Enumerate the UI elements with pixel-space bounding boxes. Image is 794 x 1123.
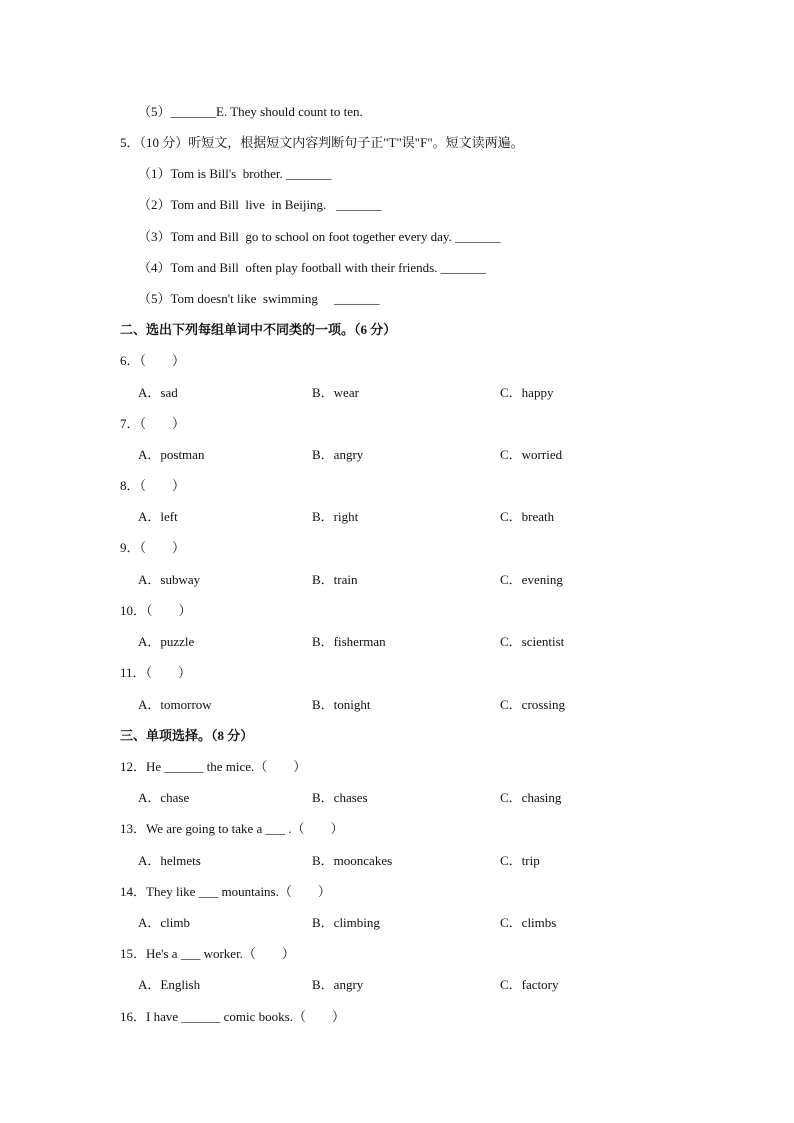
q15-option-b: B．angry <box>312 977 364 992</box>
q10-option-a: A．puzzle <box>138 634 195 649</box>
q9-option-b: B．train <box>312 572 358 587</box>
q12-stem: 12．He ______ the mice.（ ） <box>120 759 307 774</box>
q10-option-c: C．scientist <box>500 634 565 649</box>
q11-option-a: A．tomorrow <box>138 697 212 712</box>
q15-option-a: A．English <box>138 977 201 992</box>
q10-number: 10．（ ） <box>120 603 192 618</box>
q6-number: 6．（ ） <box>120 353 186 368</box>
q12-option-a: A．chase <box>138 790 190 805</box>
q8-number: 8．（ ） <box>120 478 186 493</box>
q12-option-c: C．chasing <box>500 790 562 805</box>
q7-option-a: A．postman <box>138 447 205 462</box>
q5-item-3: （3）Tom and Bill go to school on foot together every day. _______ <box>138 229 501 244</box>
q9-option-a: A．subway <box>138 572 201 587</box>
q9-option-c: C．evening <box>500 572 563 587</box>
q11-option-c: C．crossing <box>500 697 566 712</box>
q9-number: 9．（ ） <box>120 540 186 555</box>
q16-stem: 16．I have ______ comic books.（ ） <box>120 1009 345 1024</box>
q15-option-c: C．factory <box>500 977 559 992</box>
q12-option-b: B．chases <box>312 790 368 805</box>
q14-option-b: B．climbing <box>312 915 380 930</box>
q13-option-c: C．trip <box>500 853 540 868</box>
q13-option-b: B．mooncakes <box>312 853 393 868</box>
q7-number: 7．（ ） <box>120 416 186 431</box>
q5-item-5: （5）Tom doesn't like swimming _______ <box>138 291 380 306</box>
q7-option-b: B．angry <box>312 447 364 462</box>
q11-number: 11．（ ） <box>120 665 192 680</box>
q5-title: 5．（10 分）听短文，根据短文内容判断句子正"T"误"F"。短文读两遍。 <box>120 135 524 150</box>
q14-option-a: A．climb <box>138 915 190 930</box>
q8-option-b: B．right <box>312 509 359 524</box>
q6-option-a: A．sad <box>138 385 178 400</box>
section3-title: 三、单项选择。（8 分） <box>120 728 254 743</box>
section2-title: 二、选出下列每组单词中不同类的一项。（6 分） <box>120 322 397 337</box>
q13-option-a: A．helmets <box>138 853 201 868</box>
q13-stem: 13．We are going to take a ___ .（ ） <box>120 821 344 836</box>
q5-item-1: （1）Tom is Bill's brother. _______ <box>138 166 332 181</box>
q5-item-2: （2）Tom and Bill live in Beijing. _______ <box>138 197 382 212</box>
q6-option-b: B．wear <box>312 385 359 400</box>
q14-option-c: C．climbs <box>500 915 557 930</box>
q5-item-4: （4）Tom and Bill often play football with their friends. _______ <box>138 260 487 275</box>
q8-option-c: C．breath <box>500 509 555 524</box>
q10-option-b: B．fisherman <box>312 634 386 649</box>
q6-option-c: C．happy <box>500 385 554 400</box>
q15-stem: 15．He's a ___ worker.（ ） <box>120 946 295 961</box>
q4-item-5: （5）_______E. They should count to ten. <box>138 104 363 119</box>
q7-option-c: C．worried <box>500 447 563 462</box>
q14-stem: 14．They like ___ mountains.（ ） <box>120 884 331 899</box>
q8-option-a: A．left <box>138 509 178 524</box>
q11-option-b: B．tonight <box>312 697 371 712</box>
